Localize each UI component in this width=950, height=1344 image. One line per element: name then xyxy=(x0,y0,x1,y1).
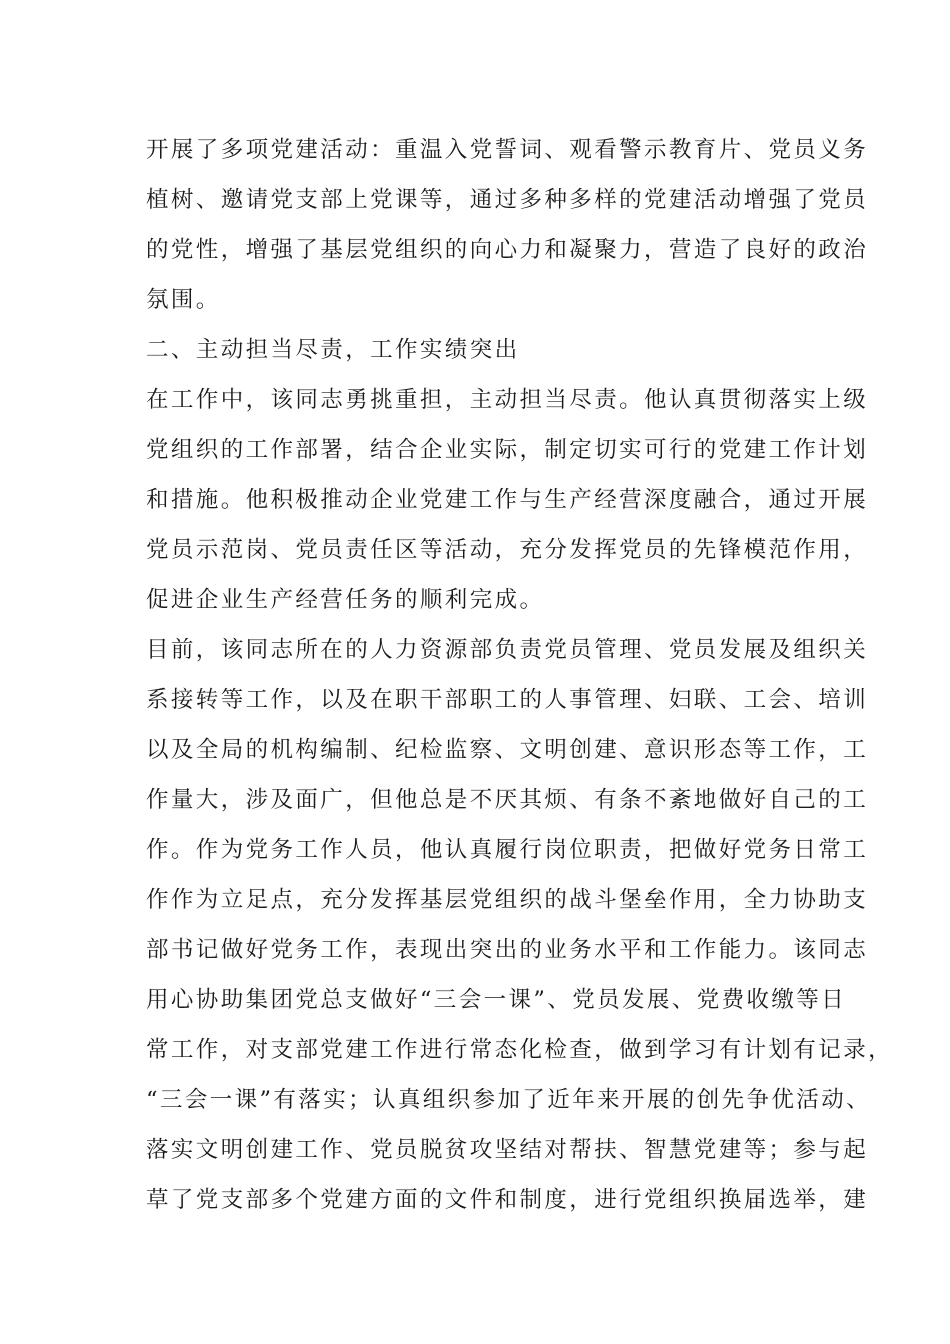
text-line: 目前，该同志所在的人力资源部负责党员管理、党员发展及组织关 xyxy=(146,637,869,663)
document-body xyxy=(146,131,894,1231)
text-line: 在工作中，该同志勇挑重担，主动担当尽责。他认真贯彻落实上级 xyxy=(146,387,869,413)
text-line: 开展了多项党建活动：重温入党誓词、观看警示教育片、党员义务 xyxy=(146,137,869,163)
text-line: “三会一课”有落实；认真组织参加了近年来开展的创先争优活动、 xyxy=(146,1087,872,1113)
text-line: 落实文明创建工作、党员脱贫攻坚结对帮扶、智慧党建等；参与起 xyxy=(146,1137,869,1163)
text-line: 促进企业生产经营任务的顺利完成。 xyxy=(146,587,545,613)
text-line: 和措施。他积极推动企业党建工作与生产经营深度融合，通过开展 xyxy=(146,487,869,513)
text-line: 氛围。 xyxy=(146,287,221,313)
text-line: 草了党支部多个党建方面的文件和制度，进行党组织换届选举，建 xyxy=(146,1187,869,1213)
text-line: 党员示范岗、党员责任区等活动，充分发挥党员的先锋模范作用， xyxy=(146,537,869,563)
text-line: 植树、邀请党支部上党课等，通过多种多样的党建活动增强了党员 xyxy=(146,187,869,213)
text-line: 部书记做好党务工作，表现出突出的业务水平和工作能力。该同志 xyxy=(146,937,869,963)
text-line: 作作为立足点，充分发挥基层党组织的战斗堡垒作用，全力协助支 xyxy=(146,887,869,913)
section-heading: 二、主动担当尽责，工作实绩突出 xyxy=(146,337,520,363)
text-line: 常工作，对支部党建工作进行常态化检查，做到学习有计划有记录， xyxy=(146,1037,894,1063)
text-line: 作。作为党务工作人员，他认真履行岗位职责，把做好党务日常工 xyxy=(146,837,869,863)
text-line: 系接转等工作，以及在职干部职工的人事管理、妇联、工会、培训 xyxy=(146,687,869,713)
text-line: 党组织的工作部署，结合企业实际，制定切实可行的党建工作计划 xyxy=(146,437,869,463)
text-line: 用心协助集团党总支做好“三会一课”、党员发展、党费收缴等日 xyxy=(146,987,847,1013)
text-line: 的党性，增强了基层党组织的向心力和凝聚力，营造了良好的政治 xyxy=(146,237,869,263)
text-line: 以及全局的机构编制、纪检监察、文明创建、意识形态等工作，工 xyxy=(146,737,869,763)
text-line: 作量大，涉及面广，但他总是不厌其烦、有条不紊地做好自己的工 xyxy=(146,787,869,813)
